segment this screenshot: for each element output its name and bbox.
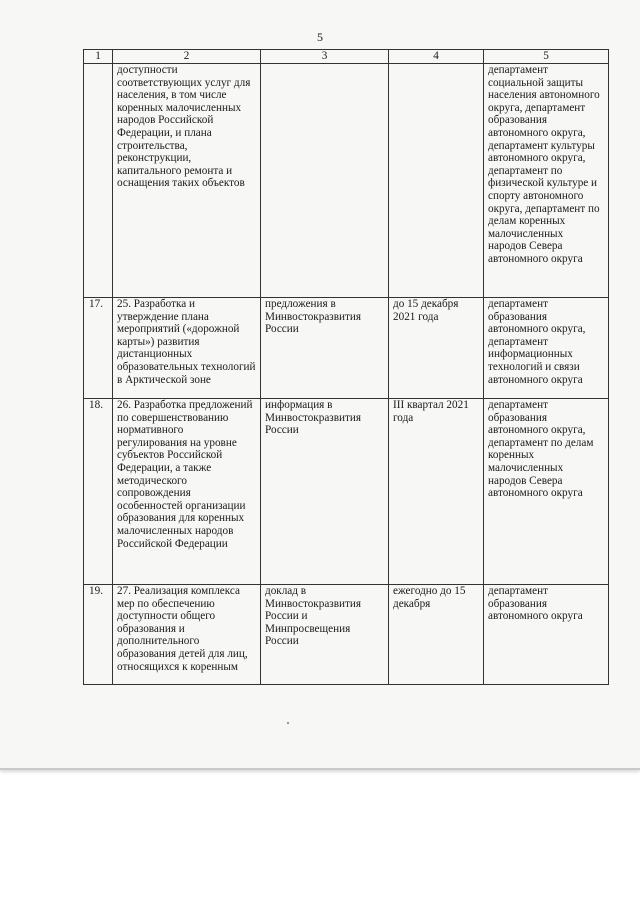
row-number-cell: 19. <box>84 585 113 685</box>
column-header: 4 <box>389 50 484 64</box>
column-header: 5 <box>484 50 609 64</box>
form-cell: предложения в Минвостокразвития России <box>261 298 389 399</box>
table-header-row <box>84 50 609 64</box>
plan-table <box>83 49 609 685</box>
row-number-cell: 17. <box>84 298 113 399</box>
table-row <box>84 585 609 685</box>
executor-cell: департамент социальной защиты населения автономного округа, департамент образования автономного округа, департамент культуры автономного округа, департамент по физической культуре и спорту автономного округа, департамент по делам коренных малочисленных народов Севера автономного округа <box>484 64 609 298</box>
row-number-cell <box>84 64 113 298</box>
column-header: 1 <box>84 50 113 64</box>
page-number: 5 <box>317 30 323 44</box>
task-cell: доступности соответствующих услуг для населения, в том числе коренных малочисленных народов Российской Федерации, и плана строительства, реконструкции, капитального ремонта и оснащения таких объектов <box>113 64 261 298</box>
table-row <box>84 64 609 298</box>
row-number-cell: 18. <box>84 399 113 585</box>
column-header: 2 <box>113 50 261 64</box>
term-cell <box>389 64 484 298</box>
task-cell: 27. Реализация комплекса мер по обеспечению доступности общего образования и дополнительного образования детей для лиц, относящихся к коренным <box>113 585 261 685</box>
term-cell: до 15 декабря 2021 года <box>389 298 484 399</box>
form-cell <box>261 64 389 298</box>
executor-cell: департамент образования автономного округа, департамент информационных технологий и связи автономного округа <box>484 298 609 399</box>
executor-cell: департамент образования автономного округа, департамент по делам коренных малочисленных народов Севера автономного округа <box>484 399 609 585</box>
form-cell: информация в Минвостокразвития России <box>261 399 389 585</box>
column-header: 3 <box>261 50 389 64</box>
scan-speck <box>287 722 289 724</box>
executor-cell: департамент образования автономного округа <box>484 585 609 685</box>
form-cell: доклад в Минвостокразвития России и Минпросвещения России <box>261 585 389 685</box>
term-cell: III квартал 2021 года <box>389 399 484 585</box>
task-cell: 25. Разработка и утверждение плана мероприятий («дорожной карты») развития дистанционных образовательных технологий в Арктической зоне <box>113 298 261 399</box>
term-cell: ежегодно до 15 декабря <box>389 585 484 685</box>
task-cell: 26. Разработка предложений по совершенствованию нормативного регулирования на уровне субъектов Российской Федерации, а также методического сопровождения особенностей организации образования для коренных малочисленных народов Российской Федерации <box>113 399 261 585</box>
table-row <box>84 399 609 585</box>
table-row <box>84 298 609 399</box>
